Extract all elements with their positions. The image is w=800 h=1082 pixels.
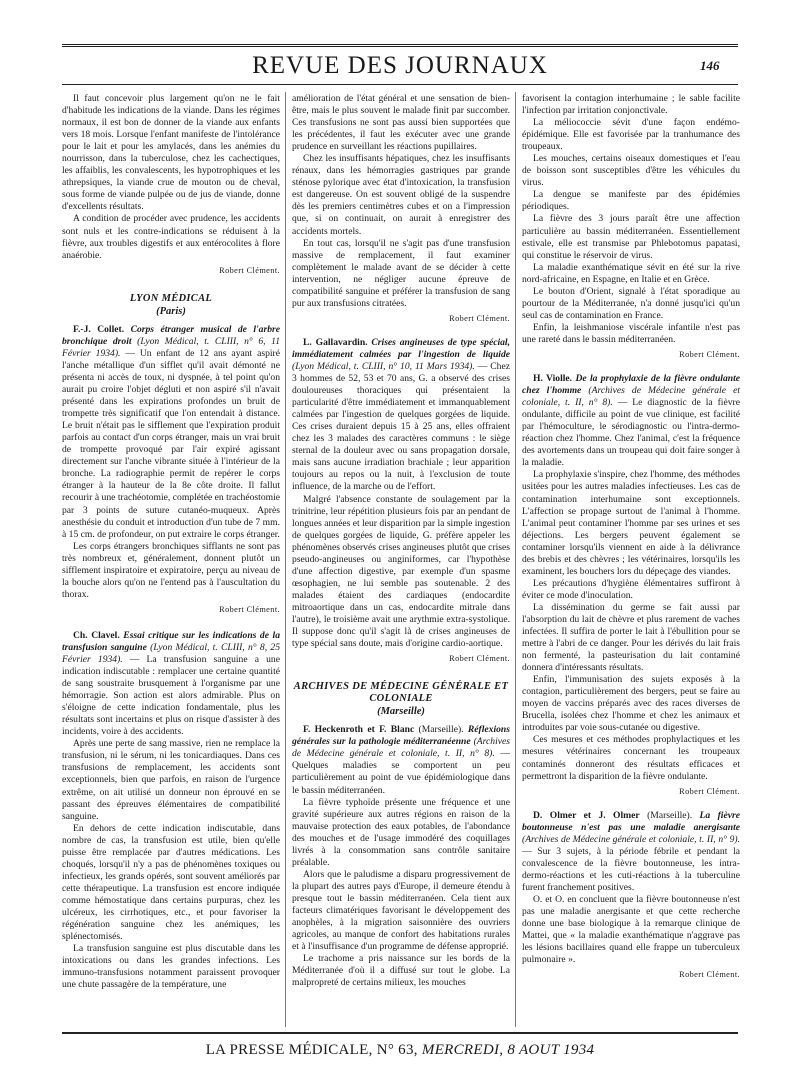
signature: Robert Clément.	[679, 349, 740, 359]
paragraph: Chez les insuffisants hépatiques, chez les insuffisants rénaux, dans les hémorragies gastriques par grande sténose pylorique avec état d'intoxication, la transfusion est dangereuse. On est souvent obligé de la suspendre dès les premiers centimètres cubes et on a l'impression que, si on continuait, on aurait à enregistrer des accidents mortels.	[292, 153, 510, 237]
article-source: (Lyon Médical, t. CLIII, n° 10, 11 Mars 1934).	[292, 360, 475, 372]
paragraph: Enfin, l'immunisation des sujets exposés à la contagion, particulièrement des bergers, peut se faire au moyen de vaccins préparés avec des races diverses de Brucella, isolées chez l'homme et chez les animaux et introduites par voie sous-cutanée ou digestive.	[522, 674, 740, 734]
article-city: (Marseille).	[418, 724, 464, 736]
paragraph: La fièvre typhoïde présente une fréquence et une gravité supérieure aux autres régions en raison de la mauvaise protection des eaux potables, de l'abondance des mouches et de l'usage immodéré des coquillages livrés à la consommation sans contrôle sanitaire préalable.	[292, 796, 510, 868]
column-divider	[285, 92, 286, 1027]
column-divider	[515, 92, 516, 1027]
paragraph: — Le diagnostic de la fièvre ondulante, difficile au point de vue clinique, est facilité par l'hémoculture, le sérodiagnostic ou l'intra-dermo-réaction chez l'homme. Chez l'animal, c'est la fréquence des avortements dans un troupeau qui doit faire songer à la maladie.	[522, 397, 740, 469]
article	[522, 373, 740, 783]
section-title: ARCHIVES DE MÉDECINE GÉNÉRALE ET COLONIALE	[293, 681, 509, 705]
signature: Robert Clément.	[679, 786, 740, 796]
intro-text	[62, 93, 280, 262]
article	[62, 630, 280, 991]
paragraph: La fièvre des 3 jours paraît être une affection particulière au bassin méditerranéen. Essentiellement estivale, elle est transmise par Phlebotomus papatasi, qui constitue le réservoir de virus.	[522, 213, 740, 261]
paragraph: O. et O. en concluent que la fièvre boutonneuse n'est pas une maladie anergisante et que cette recherche donne une base biologique à la remarque clinique de Mattei, que « la maladie exanthématique n'aggrave pas les lésions bacillaires quand elle frappe un tuberculeux pulmonaire ».	[522, 894, 740, 966]
column-3	[522, 93, 740, 991]
article-author: Ch. Clavel.	[73, 629, 120, 641]
article-title: Crises angineuses de type spécial, immédiatement calmées par l'ingestion de liquide	[292, 336, 510, 360]
article-author: H. Violle.	[533, 373, 573, 385]
article	[292, 724, 510, 989]
column-1	[62, 93, 280, 991]
footer-date: MERCREDI, 8 AOUT 1934	[421, 1042, 595, 1058]
paragraph: Les précautions d'hygiène élémentaires suffiront à éviter ce mode d'inoculation.	[522, 577, 740, 601]
article	[62, 324, 280, 601]
article-source: (Archives de Médecine générale et coloniale, t. II, n° 8).	[522, 385, 740, 409]
signature: Robert Clément.	[449, 654, 510, 664]
section-title: LYON MÉDICAL	[129, 292, 213, 304]
article-source: (Archives de Médecine générale et coloniale, t. II, n° 8).	[292, 736, 510, 760]
article	[292, 337, 510, 650]
article-title: La fièvre boutonneuse n'est pas une maladie anergisante	[522, 809, 740, 833]
page-title: REVUE DES JOURNAUX	[252, 52, 548, 79]
page-footer	[0, 1042, 800, 1059]
paragraph: Le bouton d'Orient, signalé à l'état sporadique au pourtour de la Méditerranée, n'a donné jusqu'ici qu'un seul cas de contamination en France.	[522, 285, 740, 321]
header-rule-bottom	[62, 84, 738, 85]
paragraph: Malgré l'absence constante de soulagement par la trinitrine, leur répétition plusieurs fois par an pendant de longues années et leur disparition par la simple ingestion de quelques gorgées de liquide, G. préfère appeler les phénomènes observés crises angineuses plutôt que crises pseudo-angineuses ou anginiformes, car l'hypothèse d'une affection digestive, par exemple d'un spasme œsophagien, ne lui semble pas soutenable. 2 des malades étaient des cardiaques (endocardite mitroaortique dans un cas, endocardite mitrale dans l'autre), le troisième avait une arythmie extra-systolique. Il suppose donc qu'il s'agit là de crises angineuses de type spécial sans doute, mais d'origine cardio-aortique.	[292, 493, 510, 650]
article-author: D. Olmer et J. Olmer	[533, 809, 640, 821]
article-title: Essai critique sur les indications de la transfusion sanguine	[62, 629, 281, 653]
footer-rule	[62, 1032, 738, 1034]
paragraph: — Sur 3 sujets, à la période fébrile et pendant la convalescence de la fièvre boutonneuse, les intra-dermo-réactions et les cuti-réactions à la tuberculine furent franchement positives.	[522, 845, 740, 893]
paragraph: Enfin, la leishmaniose viscérale infantile n'est pas une rareté dans le bassin méditerranéen.	[522, 321, 740, 345]
page-number: 146	[700, 58, 720, 73]
paragraph: favorisent la contagion interhumaine ; le sable facilite l'infection par irritation conjonctivale.	[522, 93, 740, 117]
paragraph: Ces mesures et ces méthodes prophylactiques et les mesures vétérinaires concernant les troupeaux contaminés donneront des résultats efficaces et permettront la disparition de la fièvre ondulante.	[522, 734, 740, 782]
paragraph: — Un enfant de 12 ans ayant aspiré l'anche métallique d'un sifflet qu'il avait démonté ne présenta ni accès de toux, ni dyspnée, à tel point qu'on aurait pu croire l'objet dégluti et non aspiré s'il n'avait présenté dans les expirations profondes un bruit de trompette très significatif que l'on entendait à distance. Le bruit n'était pas le sifflement que l'expiration produit parfois au contact d'un corps étranger, mais un vrai bruit de trompette provoqué par l'air expiré agissant directement sur l'anche vibrante située à l'intérieur de la bronche. La radiographie permit de repérer le corps étranger à la hauteur de la 8e côte droite. Il fallut recourir à une trachéotomie, complétée en trachéostomie par 3 points de suture cutanéo-muqueux. Après anesthésie du conduit et introduction d'un tube de 7 mm. à 15 cm. de profondeur, on put extraire le corps étranger.	[62, 347, 281, 540]
article-author: F. Heckenroth et F. Blanc	[303, 724, 415, 736]
paragraph: Il faut concevoir plus largement qu'on ne le fait d'habitude les indications de la viande. Dans les régimes normaux, il est bon de donner de la viande aux enfants vers 18 mois. Lorsque l'enfant manifeste de l'intolérance pour le lait et pour les amylacés, dans les anémies du nourrisson, dans la tuberculose, chez les cachectiques, les affaiblis, les convalescents, les hypotrophiques et les athrepsiques, la viande crue de mouton ou de cheval, sous forme de viande pulpée ou de jus de viande, donne d'excellents résultats.	[62, 93, 280, 213]
article-author: L. Gallavardin.	[303, 336, 368, 348]
section-subtitle: (Paris)	[156, 305, 186, 317]
signature: Robert Clément.	[219, 265, 280, 275]
signature: Robert Clément.	[679, 970, 740, 980]
paragraph: Après une perte de sang massive, rien ne remplace la transfusion, ni le sérum, ni les tonicardiaques. Dans ces transfusions de remplacement, les accidents sont exceptionnels, bien que parfois, en raison de l'urgence extrême, on ait utilisé un donneur non éprouvé en se passant des épreuves élémentaires de compatibilité sanguine.	[62, 738, 280, 822]
paragraph: A condition de procéder avec prudence, les accidents sont nuls et les contre-indications se réduisent à la fièvre, aux troubles digestifs et aux entérocolites à flore anaérobie.	[62, 213, 280, 261]
paragraph: La méliococcie sévit d'une façon endémo-épidémique. Elle est favorisée par la tranhumance des troupeaux.	[522, 117, 740, 153]
column-2	[292, 93, 510, 989]
paragraph: La dengue se manifeste par des épidémies périodiques.	[522, 189, 740, 213]
paragraph: La maladie exanthématique sévit en été sur la rive nord-africaine, en Espagne, en Italie et en Grèce.	[522, 261, 740, 285]
article-title: Corps étranger musical de l'arbre bronchique droit	[62, 323, 280, 347]
paragraph: La prophylaxie s'inspire, chez l'homme, des méthodes usitées pour les autres maladies infectieuses. Les cas de contamination interhumaine sont exceptionnels. L'affection se propage surtout de l'animal à l'homme. L'animal peut contaminer l'homme par ses urines et ses déjections. Les bergers peuvent également se contaminer lorsqu'ils viennent en aide à la délivrance des brebis et des chèvres ; les vétérinaires, lorsqu'ils les examinent, les bouchers lors du dépeçage des viandes.	[522, 469, 741, 577]
paragraph: Les corps étrangers bronchiques sifflants ne sont pas très nombreux et, généralement, donnent plutôt un sifflement inspiratoire et expiratoire, perçu au niveau de la bouche alors qu'on ne l'entend pas à l'auscultation du thorax.	[62, 540, 280, 600]
article-city: (Marseille).	[647, 809, 693, 821]
article-source: (Lyon Médical, t. CLIII, n° 8, 25 Février 1934).	[62, 641, 281, 666]
paragraph: — La transfusion sanguine a une indication indiscutable : remplacer une certaine quantité de sang soustraite brusquement à l'organisme par une hémorragie. Son action est alors admirable. Plus on s'éloigne de cette indication fondamentale, plus les résultats sont incertains et plus on risque d'assister à des incidents, voire à des accidents.	[62, 654, 280, 738]
article-author: F.-J. Collet.	[73, 323, 125, 335]
paragraph: amélioration de l'état général et une sensation de bien-être, mais le plus souvent le malade finit par succomber. Ces transfusions ne sont pas aussi bien supportées que les précédentes, il faut les exécuter avec une grande prudence en surveillant les réactions pupillaires.	[292, 93, 510, 153]
paragraph: — Chez 3 hommes de 52, 53 et 70 ans, G. a observé des crises douloureuses thoraciques qui présentaient la particularité d'être immédiatement et immanquablement calmées par l'ingestion de quelques gorgées de liquide. Ces crises duraient depuis 15 à 25 ans, elles offraient chez les 3 malades des caractères communs : le siège sternal de la douleur avec ou sans propagation dorsale, mais sans aucune irradiation brachiale ; leur apparition toujours au repos ou la nuit, à l'exclusion de toute influence, de la marche ou de l'effort.	[292, 360, 510, 493]
signature: Robert Clément.	[219, 604, 280, 614]
paragraph: La dissémination du germe se fait aussi par l'absorption du lait de chèvre et plus rarement de vaches infectées. Il suffira de porter le lait à l'ébullition pour se mettre à l'abri de ce danger. Pour les dérivés du lait frais non fermenté, la pasteurisation du lait contaminé donnera d'intéressants résultats.	[522, 601, 740, 674]
article-source: (Lyon Médical, t. CLIII, n° 6, 11 Février 1934).	[62, 335, 280, 359]
paragraph: Le trachome a pris naissance sur les bords de la Méditerranée d'où il a diffusé sur tout le globe. La malpropreté de certains milieux, les mouches	[292, 953, 510, 989]
paragraph: Les mouches, certains oiseaux domestiques et l'eau de boisson sont susceptibles d'être les véhicules du virus.	[522, 153, 740, 189]
footer-journal: LA PRESSE MÉDICALE, N° 63,	[205, 1042, 418, 1058]
header-rule-top	[62, 44, 738, 47]
article-title: Réflexions générales sur la pathologie méditerranéenne	[292, 724, 510, 748]
signature: Robert Clément.	[449, 313, 510, 323]
article-source: (Archives de Médecine générale et coloniale, t. II, n° 9).	[522, 833, 740, 845]
paragraph: Alors que le paludisme a disparu progressivement de la plupart des autres pays d'Europe, il demeure étendu à presque tout le bassin méditerranéen. Cela tient aux facteurs climatériques favorisant le développement des anophèles, à la migration saisonnière des ouvriers agricoles, au manque de confort des habitations rurales et à l'insuffisance d'un programme de défense approprié.	[292, 868, 510, 953]
section-subtitle: (Marseille)	[377, 706, 425, 718]
article-title: De la prophylaxie de la fièvre ondulante chez l'homme	[522, 373, 741, 397]
paragraph: — Quelques maladies se comportent un peu particulièrement au point de vue épidémiologique dans le bassin méditerranéen.	[292, 748, 510, 796]
paragraph: En tout cas, lorsqu'il ne s'agit pas d'une transfusion massive de remplacement, il faut examiner complètement le malade avant de se décider à cette intervention, ne négliger aucune épreuve de compatibilité sanguine et préférer la transfusion de sang pur aux transfusions citratées.	[292, 237, 510, 309]
paragraph: La transfusion sanguine est plus discutable dans les intoxications ou dans les grandes infections. Les immuno-transfusions notamment paraissent provoquer une chute passagère de la température, une	[62, 943, 280, 991]
article	[522, 810, 740, 967]
paragraph: En dehors de cette indication indiscutable, dans nombre de cas, la transfusion est utile, bien qu'elle puisse être remplacée par d'autres médications. Les choqués, lorsqu'il n'y a pas de phénomènes toxiques ou infectieux, les grands opérés, sont souvent améliorés par cette thérapeutique. La transfusion est encore indiquée comme hémostatique dans certains purpuras, chez les ulcéreux, les cirrhotiques, etc., et pour favoriser la régénération sanguine chez les anémiques, les splénectomisés.	[62, 822, 280, 943]
